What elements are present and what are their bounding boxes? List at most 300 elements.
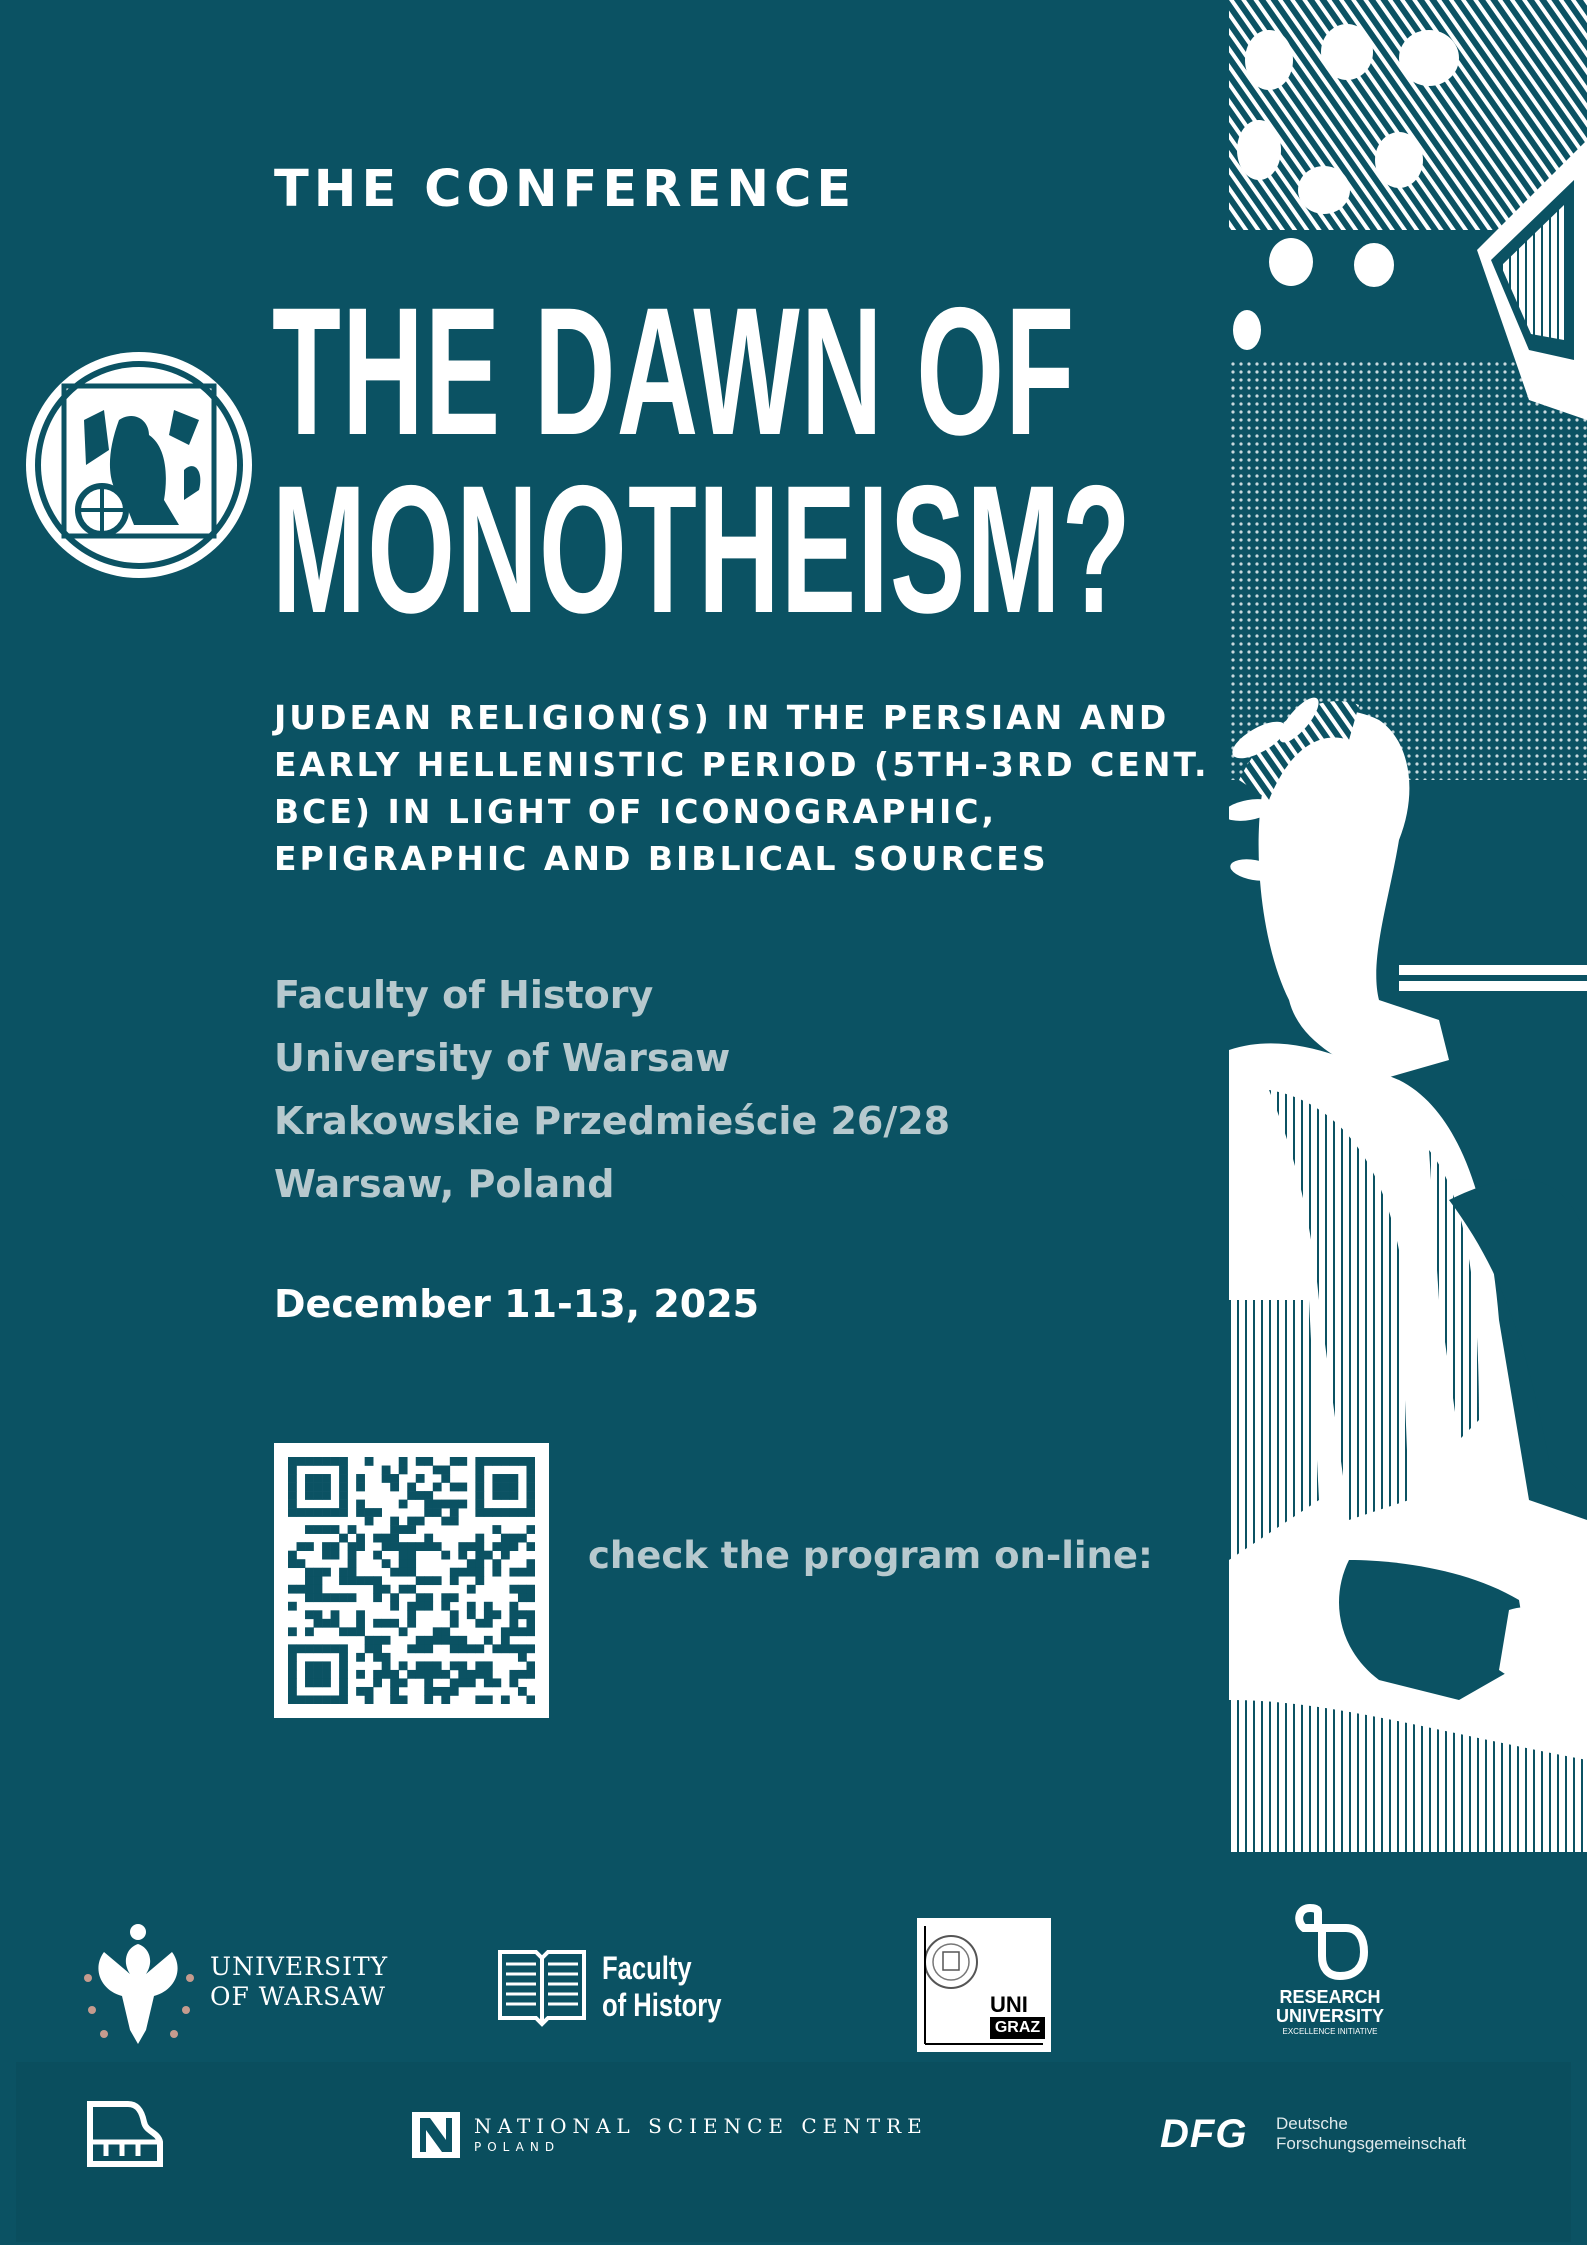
conference-title [272, 269, 1132, 651]
qr-module [305, 1678, 314, 1687]
qr-module [416, 1602, 425, 1611]
qr-module [339, 1687, 348, 1696]
qr-module [390, 1517, 399, 1526]
qr-module [288, 1653, 297, 1662]
qr-module [467, 1602, 476, 1611]
qr-module [509, 1508, 518, 1517]
qr-module [484, 1602, 493, 1611]
qr-module [509, 1602, 518, 1611]
qr-module [356, 1542, 365, 1551]
qr-module [424, 1593, 433, 1602]
qr-module [475, 1474, 484, 1483]
qr-module [509, 1627, 518, 1636]
qr-module [501, 1636, 510, 1645]
qr-module [492, 1491, 501, 1500]
qr-module [288, 1695, 297, 1704]
qr-module [475, 1559, 484, 1568]
qr-module [390, 1593, 399, 1602]
qr-module [382, 1534, 391, 1543]
qr-module [441, 1602, 450, 1611]
qr-module [424, 1678, 433, 1687]
qr-module [458, 1644, 467, 1653]
qr-module [373, 1678, 382, 1687]
qr-module [450, 1661, 459, 1670]
qr-module [305, 1585, 314, 1594]
qr-module [288, 1508, 297, 1517]
qr-module [331, 1644, 340, 1653]
title-line: THE DAWN OF [272, 269, 1076, 473]
qr-module [526, 1644, 535, 1653]
qr-module [288, 1483, 297, 1492]
qr-module [390, 1568, 399, 1577]
qr-module [331, 1610, 340, 1619]
subtitle-line: JUDEAN RELIGION(S) IN THE PERSIAN AND [274, 698, 1170, 737]
qr-module [526, 1593, 535, 1602]
qr-module [450, 1644, 459, 1653]
qr-module [305, 1542, 314, 1551]
qr-module [467, 1610, 476, 1619]
qr-module [373, 1619, 382, 1628]
qr-module [331, 1525, 340, 1534]
qr-module [450, 1636, 459, 1645]
qr-module [314, 1568, 323, 1577]
qr-module [407, 1585, 416, 1594]
qr-module [382, 1653, 391, 1662]
qr-module [382, 1559, 391, 1568]
qr-module [424, 1500, 433, 1509]
qr-module [424, 1644, 433, 1653]
qr-module [382, 1661, 391, 1670]
qr-module [484, 1619, 493, 1628]
qr-module [433, 1636, 442, 1645]
qr-module [373, 1585, 382, 1594]
qr-module [526, 1491, 535, 1500]
qr-module [322, 1483, 331, 1492]
qr-module [288, 1559, 297, 1568]
conference-date: December 11-13, 2025 [274, 1282, 760, 1326]
qr-module [433, 1500, 442, 1509]
qr-module [339, 1653, 348, 1662]
qr-module [365, 1687, 374, 1696]
qr-module [509, 1670, 518, 1679]
qr-module [518, 1534, 527, 1543]
qr-module [492, 1483, 501, 1492]
qr-module [356, 1508, 365, 1517]
qr-module [348, 1525, 357, 1534]
qr-module [407, 1551, 416, 1560]
qr-module [382, 1619, 391, 1628]
qr-module [484, 1508, 493, 1517]
qr-module [450, 1500, 459, 1509]
qr-module [322, 1491, 331, 1500]
qr-module [458, 1551, 467, 1560]
coin-seal-icon [24, 350, 254, 580]
qr-module [526, 1525, 535, 1534]
qr-module [416, 1491, 425, 1500]
ncn-country: POLAND [474, 2140, 561, 2154]
ring-logo-icon [1288, 1900, 1372, 1984]
qr-module [373, 1551, 382, 1560]
qr-module [365, 1517, 374, 1526]
qr-module [339, 1670, 348, 1679]
qr-module [314, 1610, 323, 1619]
qr-module [356, 1610, 365, 1619]
university-of-warsaw-logo-text [210, 1952, 388, 2012]
qr-module [416, 1670, 425, 1679]
qr-module [441, 1636, 450, 1645]
qr-module [424, 1602, 433, 1611]
qr-module [339, 1508, 348, 1517]
qr-module [424, 1508, 433, 1517]
qr-module [526, 1627, 535, 1636]
qr-module [526, 1483, 535, 1492]
qr-module [373, 1593, 382, 1602]
qr-module [501, 1457, 510, 1466]
qr-module [288, 1670, 297, 1679]
qr-module [441, 1593, 450, 1602]
qr-module [288, 1644, 297, 1653]
qr-module [441, 1500, 450, 1509]
qr-module [424, 1491, 433, 1500]
qr-module [288, 1585, 297, 1594]
qr-module [509, 1585, 518, 1594]
qr-module [475, 1644, 484, 1653]
qr-module [492, 1678, 501, 1687]
qr-code-icon[interactable] [274, 1443, 549, 1718]
qr-module [314, 1619, 323, 1628]
qr-module [501, 1534, 510, 1543]
qr-module [458, 1483, 467, 1492]
qr-module [331, 1542, 340, 1551]
qr-module [305, 1568, 314, 1577]
qr-module [475, 1491, 484, 1500]
qr-module [518, 1457, 527, 1466]
qr-module [399, 1542, 408, 1551]
conference-subtitle [274, 694, 1214, 882]
qr-module [433, 1627, 442, 1636]
qr-module [322, 1551, 331, 1560]
qr-module [441, 1670, 450, 1679]
qr-module [492, 1542, 501, 1551]
qr-module [314, 1474, 323, 1483]
qr-module [458, 1678, 467, 1687]
logo-line: Forschungsgemeinschaft [1276, 2134, 1466, 2153]
qr-module [314, 1483, 323, 1492]
qr-module [314, 1525, 323, 1534]
qr-module [501, 1551, 510, 1560]
qr-module [288, 1687, 297, 1696]
qr-module [339, 1457, 348, 1466]
qr-module [441, 1474, 450, 1483]
qr-module [399, 1551, 408, 1560]
qr-module [484, 1670, 493, 1679]
faculty-of-history-logo-text [602, 1950, 721, 2024]
qr-module [322, 1542, 331, 1551]
qr-module [407, 1525, 416, 1534]
qr-module [399, 1568, 408, 1577]
qr-module [441, 1695, 450, 1704]
qr-module [424, 1576, 433, 1585]
logo-line: UNIVERSITY [1275, 2006, 1385, 2026]
qr-module [526, 1559, 535, 1568]
qr-module [390, 1670, 399, 1679]
qr-module [458, 1636, 467, 1645]
qr-module [526, 1542, 535, 1551]
engraving-illustration [1229, 0, 1587, 1852]
qr-module [288, 1627, 297, 1636]
qr-module [356, 1653, 365, 1662]
qr-module [450, 1610, 459, 1619]
qr-module [382, 1474, 391, 1483]
qr-module [484, 1457, 493, 1466]
qr-module [314, 1670, 323, 1679]
qr-module [288, 1500, 297, 1509]
title-line: MONOTHEISM? [272, 447, 1132, 651]
logo-line: OF WARSAW [210, 1982, 386, 2011]
qr-module [433, 1542, 442, 1551]
qr-module [501, 1474, 510, 1483]
qr-module [509, 1457, 518, 1466]
qr-module [475, 1542, 484, 1551]
qr-module [458, 1457, 467, 1466]
qr-module [407, 1644, 416, 1653]
qr-module [526, 1474, 535, 1483]
qr-module [441, 1627, 450, 1636]
qr-module [526, 1695, 535, 1704]
qr-module [288, 1466, 297, 1475]
qr-module [475, 1670, 484, 1679]
qr-module [356, 1576, 365, 1585]
address-line: University of Warsaw [274, 1036, 731, 1080]
qr-module [390, 1525, 399, 1534]
qr-module [365, 1695, 374, 1704]
qr-module [373, 1636, 382, 1645]
qr-module [305, 1491, 314, 1500]
qr-module [518, 1653, 527, 1662]
qr-module [509, 1491, 518, 1500]
qr-module [339, 1534, 348, 1543]
qr-module [390, 1483, 399, 1492]
qr-module [484, 1678, 493, 1687]
qr-module [484, 1551, 493, 1560]
qr-module [441, 1551, 450, 1560]
qr-module [305, 1525, 314, 1534]
qr-module [416, 1457, 425, 1466]
qr-module [399, 1466, 408, 1475]
qr-module [314, 1678, 323, 1687]
qr-module [348, 1593, 357, 1602]
qr-module [305, 1695, 314, 1704]
qr-module [339, 1491, 348, 1500]
qr-module [356, 1670, 365, 1679]
qr-module [297, 1508, 306, 1517]
qr-module [390, 1687, 399, 1696]
qr-module [322, 1474, 331, 1483]
qr-module [433, 1483, 442, 1492]
qr-module [399, 1661, 408, 1670]
qr-module [424, 1542, 433, 1551]
subtitle-line: EPIGRAPHIC AND BIBLICAL SOURCES [274, 839, 1049, 878]
illustration-panel [1229, 0, 1587, 1852]
research-university-logo-text [1262, 1988, 1398, 2038]
qr-module [348, 1559, 357, 1568]
qr-module [373, 1670, 382, 1679]
qr-module [518, 1593, 527, 1602]
ncn-name: NATIONAL SCIENCE CENTRE [474, 2114, 928, 2138]
qr-module [509, 1542, 518, 1551]
qr-module [526, 1508, 535, 1517]
qr-module [509, 1644, 518, 1653]
qr-module [416, 1474, 425, 1483]
qr-module [339, 1568, 348, 1577]
qr-module [424, 1687, 433, 1696]
qr-module [518, 1610, 527, 1619]
qr-module [526, 1670, 535, 1679]
dfg-abbr: DFG [1160, 2112, 1248, 2156]
qr-module [509, 1678, 518, 1687]
qr-module [407, 1670, 416, 1679]
qr-module [339, 1661, 348, 1670]
qr-module [314, 1644, 323, 1653]
qr-module [288, 1474, 297, 1483]
program-link-caption: check the program on-line: [588, 1534, 1153, 1577]
qr-module [467, 1644, 476, 1653]
qr-module [305, 1670, 314, 1679]
logo-line: UNIVERSITY [210, 1952, 389, 1981]
qr-module [339, 1500, 348, 1509]
qr-module [450, 1687, 459, 1696]
qr-module [399, 1695, 408, 1704]
qr-module [458, 1661, 467, 1670]
qr-module [390, 1602, 399, 1611]
qr-module [407, 1559, 416, 1568]
qr-module [305, 1610, 314, 1619]
qr-module [433, 1508, 442, 1517]
qr-module [356, 1619, 365, 1628]
qr-module [416, 1517, 425, 1526]
qr-module [518, 1627, 527, 1636]
address-line: Faculty of History [274, 973, 654, 1017]
qr-module [322, 1508, 331, 1517]
qr-module [518, 1508, 527, 1517]
qr-module [390, 1542, 399, 1551]
qr-module [365, 1508, 374, 1517]
qr-module [348, 1627, 357, 1636]
qr-module [356, 1687, 365, 1696]
qr-module [492, 1568, 501, 1577]
qr-module [382, 1585, 391, 1594]
qr-module [424, 1661, 433, 1670]
qr-module [407, 1542, 416, 1551]
qr-module [441, 1687, 450, 1696]
qr-module [475, 1500, 484, 1509]
qr-module [339, 1576, 348, 1585]
qr-module [356, 1500, 365, 1509]
qr-module [433, 1466, 442, 1475]
qr-module [399, 1500, 408, 1509]
qr-module [484, 1695, 493, 1704]
qr-module [314, 1661, 323, 1670]
qr-module [501, 1542, 510, 1551]
qr-module [390, 1695, 399, 1704]
qr-module [526, 1610, 535, 1619]
qr-module [450, 1483, 459, 1492]
qr-module [467, 1542, 476, 1551]
qr-module [331, 1457, 340, 1466]
qr-module [339, 1678, 348, 1687]
qr-module [467, 1568, 476, 1577]
qr-module [526, 1585, 535, 1594]
qr-module [467, 1678, 476, 1687]
qr-module [475, 1534, 484, 1543]
address-line: Warsaw, Poland [274, 1162, 615, 1206]
qr-module [458, 1500, 467, 1509]
qr-module [484, 1661, 493, 1670]
qr-module [450, 1517, 459, 1526]
qr-module [305, 1483, 314, 1492]
book-icon [496, 1946, 588, 2028]
qr-module [331, 1619, 340, 1628]
qr-module [450, 1568, 459, 1577]
qr-module [509, 1474, 518, 1483]
qr-module [518, 1687, 527, 1696]
qr-module [492, 1525, 501, 1534]
qr-module [526, 1619, 535, 1628]
qr-module [339, 1593, 348, 1602]
qr-module [314, 1695, 323, 1704]
qr-module [407, 1483, 416, 1492]
qr-module [501, 1644, 510, 1653]
qr-module [305, 1576, 314, 1585]
qr-module [365, 1644, 374, 1653]
qr-module [399, 1678, 408, 1687]
qr-module [501, 1491, 510, 1500]
qr-module [407, 1491, 416, 1500]
qr-module [475, 1483, 484, 1492]
qr-module [390, 1474, 399, 1483]
qr-module [339, 1466, 348, 1475]
qr-module [305, 1661, 314, 1670]
qr-module [322, 1457, 331, 1466]
qr-module [322, 1644, 331, 1653]
qr-module [322, 1678, 331, 1687]
qr-module [288, 1602, 297, 1611]
logo-line: RESEARCH [1279, 1987, 1381, 2007]
qr-module [399, 1627, 408, 1636]
qr-module [305, 1508, 314, 1517]
qr-module [492, 1474, 501, 1483]
qr-module [348, 1576, 357, 1585]
qr-module [407, 1619, 416, 1628]
subtitle-line: BCE) IN LIGHT OF ICONOGRAPHIC, [274, 792, 998, 831]
qr-module [450, 1508, 459, 1517]
qr-module [450, 1619, 459, 1628]
qr-module [475, 1457, 484, 1466]
qr-module [382, 1636, 391, 1645]
uni-graz-label: UNI [990, 1992, 1028, 2017]
qr-module [399, 1457, 408, 1466]
qr-module [356, 1627, 365, 1636]
logo-line: EXCELLENCE INITIATIVE [1282, 2027, 1378, 2036]
qr-module [373, 1644, 382, 1653]
qr-module [509, 1610, 518, 1619]
qr-module [356, 1483, 365, 1492]
qr-module [331, 1695, 340, 1704]
qr-module [288, 1678, 297, 1687]
qr-module [424, 1670, 433, 1679]
qr-module [484, 1610, 493, 1619]
qr-module [390, 1534, 399, 1543]
